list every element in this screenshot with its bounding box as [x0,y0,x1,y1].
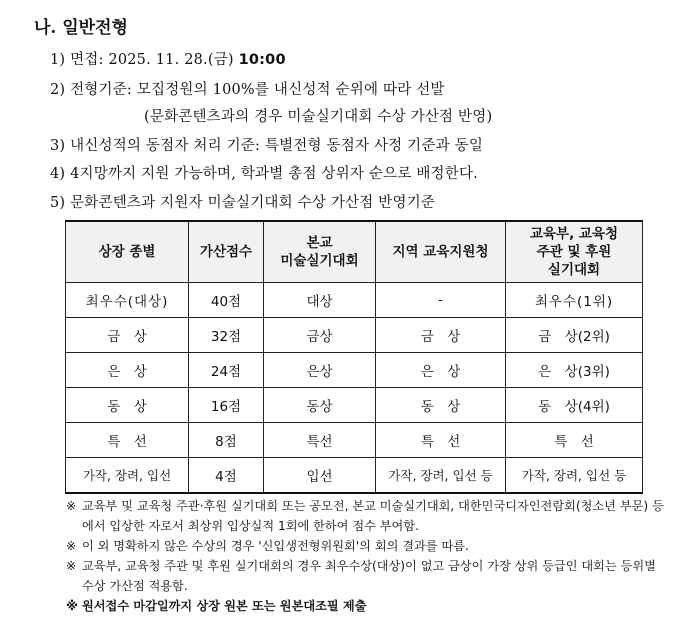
item-bonus-criteria: 5) 문화콘텐츠과 지원자 미술실기대회 수상 가산점 반영기준 [50,195,436,211]
cell-ministry-contest: 최우수(1위) [506,283,643,318]
cell-bonus-points: 16점 [189,388,264,423]
note-item [66,536,666,556]
note-text: 교육부, 교육청 주관 및 후원 실기대회의 경우 최우수상(대상)이 없고 금상이 가장 상위 등급인 대회는 등위별 수상 가산점 적용함. [82,559,656,593]
item-choices: 4) 4지망까지 지원 가능하며, 학과별 총점 상위자 순으로 배정한다. [50,166,478,182]
header-school-contest: 본교 미술실기대회 [264,221,376,283]
cell-bonus-points: 24점 [189,353,264,388]
header-ministry-contest: 교육부, 교육청 주관 및 후원 실기대회 [506,221,643,283]
cell-school-contest: 금상 [264,318,376,353]
table-row [66,283,643,318]
note-item [66,496,666,536]
item-interview [50,48,286,69]
cell-award-type: 동 상 [66,388,189,423]
header-regional-office: 지역 교육지원청 [376,221,506,283]
cell-award-type: 가작, 장려, 입선 [66,458,189,494]
item-interview-text: 1) 면접: 2025. 11. 28.(금) [50,52,234,68]
header-award-type: 상장 종별 [66,221,189,283]
table-row [66,388,643,423]
note-text: 이 외 명확하지 않은 수상의 경우 '신입생전형위원회'의 회의 결과를 따름. [82,539,469,553]
note-text: 교육부 및 교육청 주관·후원 실기대회 또는 공모전, 본교 미술실기대회, 대한민국디자인전람회(청소년 부문) 등에서 입상한 자로서 최상위 입상실적 1회에 한하여 점수 부여함. [82,499,664,533]
item-interview-time: 10:00 [238,52,286,68]
cell-school-contest: 대상 [264,283,376,318]
item-criteria-note: (문화콘텐츠과의 경우 미술실기대회 수상 가산점 반영) [144,109,493,125]
cell-bonus-points: 4점 [189,458,264,494]
cell-ministry-contest: 금 상(2위) [506,318,643,353]
cell-regional-office: 동 상 [376,388,506,423]
cell-regional-office: 은 상 [376,353,506,388]
cell-ministry-contest: 은 상(3위) [506,353,643,388]
bonus-points-table [65,220,643,494]
table-header-row [66,221,643,283]
cell-bonus-points: 40점 [189,283,264,318]
note-text: 원서접수 마감일까지 상장 원본 또는 원본대조필 제출 [82,599,367,613]
note-mark: ※ [66,559,77,573]
table-row [66,353,643,388]
cell-award-type: 특 선 [66,423,189,458]
table-row [66,423,643,458]
cell-award-type: 은 상 [66,353,189,388]
notes [66,496,666,616]
cell-ministry-contest: 가작, 장려, 입선 등 [506,458,643,494]
header-bonus-points: 가산점수 [189,221,264,283]
note-mark: ※ [66,499,77,513]
item-criteria: 2) 전형기준: 모집정원의 100%를 내신성적 순위에 따라 선발 [50,82,445,98]
cell-regional-office: 특 선 [376,423,506,458]
cell-award-type: 금 상 [66,318,189,353]
section-heading: 나. 일반전형 [34,18,128,38]
note-item-bold [66,596,666,616]
table-row [66,458,643,494]
note-item [66,556,666,596]
cell-ministry-contest: 특 선 [506,423,643,458]
cell-bonus-points: 32점 [189,318,264,353]
item-tiebreak: 3) 내신성적의 동점자 처리 기준: 특별전형 동점자 사정 기준과 동일 [50,138,484,154]
cell-ministry-contest: 동 상(4위) [506,388,643,423]
note-mark: ※ [66,599,78,613]
cell-school-contest: 특선 [264,423,376,458]
cell-school-contest: 은상 [264,353,376,388]
cell-school-contest: 동상 [264,388,376,423]
cell-regional-office: - [376,283,506,318]
cell-regional-office: 금 상 [376,318,506,353]
table-row [66,318,643,353]
cell-regional-office: 가작, 장려, 입선 등 [376,458,506,494]
note-mark: ※ [66,539,77,553]
cell-award-type: 최우수(대상) [66,283,189,318]
cell-school-contest: 입선 [264,458,376,494]
cell-bonus-points: 8점 [189,423,264,458]
